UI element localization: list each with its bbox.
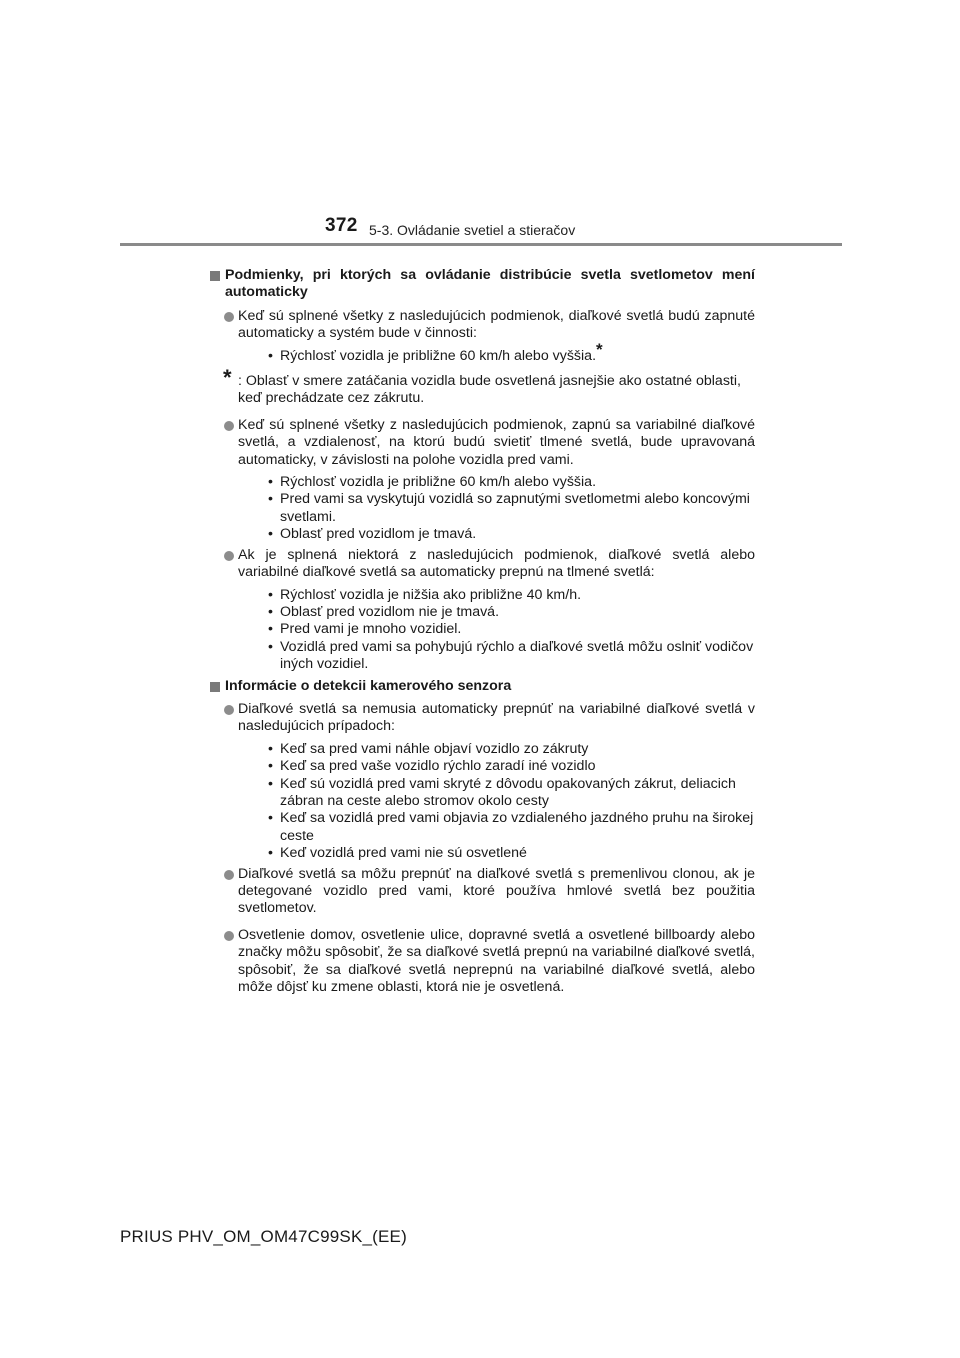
- bullet-paragraph: [210, 701, 755, 863]
- round-bullet-icon: [224, 705, 234, 715]
- asterisk-mark: *: [223, 365, 232, 391]
- section-heading: [210, 267, 755, 302]
- bullet-text: Ak je splnená niektorá z nasledujúcich podmienok, diaľkové svetlá alebo variabilné diaľkové svetlá sa automaticky prepnú na tlmené svetlá:: [238, 546, 755, 581]
- case-list: [238, 741, 755, 863]
- asterisk-mark: *: [596, 339, 603, 359]
- list-item: • Rýchlosť vozidla je približne 60 km/h alebo vyššia.*: [238, 348, 755, 365]
- round-bullet-icon: [224, 931, 234, 941]
- round-bullet-icon: [224, 551, 234, 561]
- round-bullet-icon: [224, 870, 234, 880]
- bullet-paragraph: [210, 417, 755, 544]
- bullet-text: Keď sú splnené všetky z nasledujúcich podmienok, zapnú sa variabilné diaľkové svetlá, a vzdialenosť, na ktorú budú svietiť tlmené svetlá, bude upravovaná automaticky, v závislosti na polohe vozidla pred vami.: [238, 416, 755, 468]
- bullet-paragraph: [210, 866, 755, 918]
- list-item: • Oblasť pred vozidlom je tmavá.: [238, 526, 755, 543]
- list-item: • Keď sa vozidlá pred vami objavia zo vzdialeného jazdného pruhu na širokej ceste: [238, 810, 755, 845]
- header-rule: [120, 243, 842, 246]
- bullet-paragraph: [210, 547, 755, 674]
- square-bullet-icon: [210, 682, 220, 692]
- condition-list: [238, 339, 755, 365]
- square-bullet-icon: [210, 271, 220, 281]
- bullet-text: Keď sú splnené všetky z nasledujúcich podmienok, diaľkové svetlá budú zapnuté automaticky a systém bude v činnosti:: [238, 307, 755, 342]
- list-item: • Pred vami sa vyskytujú vozidlá so zapnutými svetlometmi alebo koncovými svetlami.: [238, 491, 755, 526]
- list-item: • Pred vami je mnoho vozidiel.: [238, 621, 755, 638]
- bullet-paragraph: [210, 927, 755, 997]
- round-bullet-icon: [224, 421, 234, 431]
- bullet-text: Diaľkové svetlá sa nemusia automaticky prepnúť na variabilné diaľkové svetlá v nasledujúcich prípadoch:: [238, 700, 755, 735]
- condition-list: [238, 587, 755, 674]
- round-bullet-icon: [224, 312, 234, 322]
- bullet-paragraph: [210, 308, 755, 365]
- list-item: • Keď sa pred vami náhle objaví vozidlo zo zákruty: [238, 741, 755, 758]
- bullet-text: Diaľkové svetlá sa môžu prepnúť na diaľkové svetlá s premenlivou clonou, ak je detegované vozidlo pred vami, ktoré používa hmlové svetlá bez použitia svetlometov.: [238, 865, 755, 917]
- condition-list: [238, 474, 755, 544]
- page-content: [210, 264, 755, 996]
- footer-doc-code: PRIUS PHV_OM_OM47C99SK_(EE): [120, 1227, 407, 1246]
- list-item: • Rýchlosť vozidla je približne 60 km/h alebo vyššia.: [238, 474, 755, 491]
- section-heading-text: Podmienky, pri ktorých sa ovládanie distribúcie svetla svetlometov mení automaticky: [225, 267, 755, 301]
- list-item: • Keď vozidlá pred vami nie sú osvetlené: [238, 845, 755, 862]
- section-heading-text: Informácie o detekcii kamerového senzora: [225, 677, 512, 694]
- footnote-text: : Oblasť v smere zatáčania vozidla bude osvetlená jasnejšie ako ostatné oblasti, keď prechádzate cez zákrutu.: [238, 373, 741, 407]
- list-item: • Vozidlá pred vami sa pohybujú rýchlo a diaľkové svetlá môžu oslniť vodičov iných vozidiel.: [238, 639, 755, 674]
- list-item: • Keď sa pred vaše vozidlo rýchlo zaradí iné vozidlo: [238, 758, 755, 775]
- list-item: • Rýchlosť vozidla je nižšia ako približne 40 km/h.: [238, 587, 755, 604]
- bullet-text: Osvetlenie domov, osvetlenie ulice, dopravné svetlá a osvetlené billboardy alebo značky môžu spôsobiť, že sa diaľkové svetlá prepnú na variabilné diaľkové svetlá, spôsobiť, že sa diaľkové svetlá neprepnú na variabilné diaľkové svetlá, alebo môže dôjsť ku zmene oblasti, ktorá nie je osvetlená.: [238, 926, 755, 996]
- section-header: 5-3. Ovládanie svetiel a stieračov: [369, 222, 576, 238]
- list-item: • Oblasť pred vozidlom nie je tmavá.: [238, 604, 755, 621]
- section-heading: [210, 678, 755, 695]
- page-number: 372: [325, 215, 358, 236]
- footnote: [210, 365, 755, 408]
- list-item: • Keď sú vozidlá pred vami skryté z dôvodu opakovaných zákrut, deliacich zábran na ceste alebo stromov okolo cesty: [238, 776, 755, 811]
